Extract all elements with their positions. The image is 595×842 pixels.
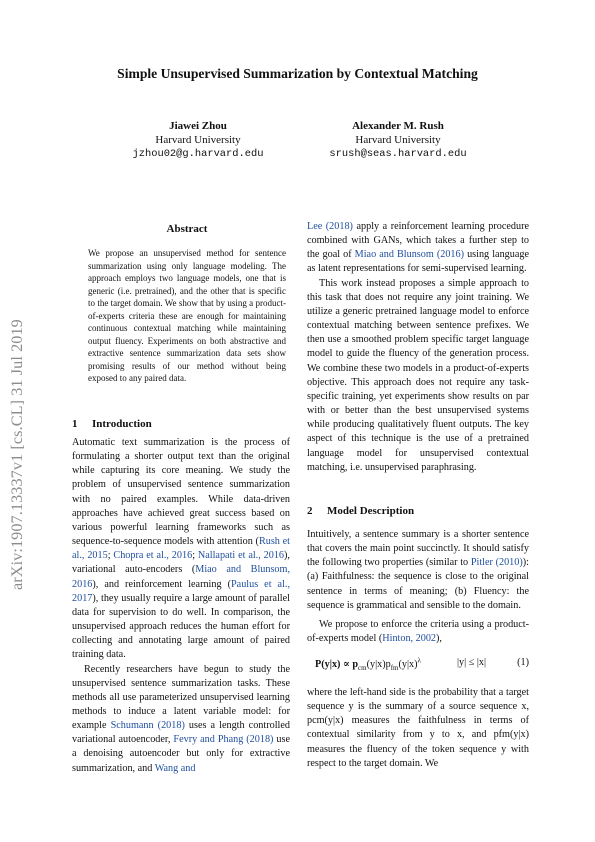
- equation-superscript: λ: [417, 657, 421, 665]
- model-paragraph-3: where the left-hand side is the probability that a target sequence y is the summary of a source sequence x, pcm(y|x) measures the faithfulness in terms of contextual similarity from y to x, and pfm(y|x) measures the fluency of the token sequence y with respect to the target domain. We: [307, 687, 529, 769]
- abstract-heading: Abstract: [166, 223, 208, 235]
- intro-paragraph-continued: [307, 220, 529, 277]
- citation-link[interactable]: Miao and Blunsom, 2016: [72, 564, 290, 590]
- equation-expression: [315, 657, 421, 673]
- text-run: ): (a) Faithfulness: the sequence is close to the original sentence in terms of meaning; (b) Fluency: the sequence is grammatical and sensible to the domain.: [307, 557, 529, 611]
- text-run: using language as latent representations for semi-supervised learning.: [307, 249, 529, 275]
- citation-link[interactable]: Pitler (2010): [470, 557, 523, 569]
- equation-subscript: cm: [358, 664, 367, 673]
- equation-condition: |y| ≤ |x|: [457, 657, 487, 668]
- section-number: 1: [72, 418, 78, 430]
- intro-paragraph-3: This work instead proposes a simple approach to this task that does not require any joint training. We utilize a generic pretrained language model to enforce contextual matching between sentence prefixes. We then use a smoothed problem specific target language model to guide the fluency of the generation process. We combine these two models in a product-of-experts objective. This approach does not require any task-specific training, yet experiments show results on par with or better than the best unsupervised systems while producing qualitatively fluent outputs. The key aspect of this technique is the use of a pretrained language model for unsupervised contextual matching, i.e. unsupervised paraphrasing.: [307, 277, 529, 473]
- abstract-text: We propose an unsupervised method for sentence summarization using only language modeling. The approach employs two language models, one that is generic (i.e. pretrained), and the other that is specific to the target domain. We show that by using a product-of-experts criteria these are enough for maintaining continuous contextual matching while maintaining output fluency. Experiments on both abstractive and extractive sentence summarization data sets show promising results of our method without being exposed to any paired data.: [88, 248, 286, 383]
- citation-link[interactable]: Schumann (2018): [110, 720, 185, 732]
- text-run: ), they usually require a large amount of parallel data for supervision to do well. In comparison, the unsupervised approach reduces the human effort for collecting and annotating large amount of paired training data.: [72, 592, 290, 661]
- text-run: apply a reinforcement learning procedure combined with GANs, which takes a further step to the goal of: [307, 221, 530, 261]
- section-title: Model Description: [327, 505, 415, 517]
- author-name: Alexander M. Rush: [352, 120, 444, 132]
- citation-link[interactable]: Miao and Blunsom (2016): [354, 249, 465, 261]
- paper-title: Simple Unsupervised Summarization by Contextual Matching: [117, 66, 478, 81]
- author-email: srush@seas.harvard.edu: [329, 148, 467, 161]
- arxiv-sidebar-stamp: arXiv:1907.13337v1 [cs.CL] 31 Jul 2019: [8, 319, 26, 590]
- text-run: uses a length controlled variational autoencoder,: [72, 720, 290, 746]
- text-run: ;: [192, 550, 198, 562]
- model-paragraph-1: [307, 528, 529, 613]
- text-run: Automatic text summarization is the process of formulating a shorter output text than the original while capturing its core meaning. We study the problem of unsupervised sentence summarization with no paired examples. While data-driven approaches have achieved great success based on various powerful learning frameworks such as sequence-to-sequence models with attention (: [72, 437, 290, 548]
- equation-number: (1): [517, 657, 529, 668]
- section-title: Introduction: [92, 418, 152, 430]
- equation-subscript: fm: [390, 664, 399, 673]
- text-run: use a denoising autoencoder but only for extractive summarization, and: [72, 734, 290, 774]
- author-name: Jiawei Zhou: [169, 120, 227, 132]
- equation-part: P(y|x) ∝ p: [315, 659, 359, 671]
- citation-link[interactable]: Chopra et al., 2016: [113, 550, 193, 562]
- text-run: ), variational auto-encoders (: [72, 550, 290, 576]
- section-heading-introduction: [72, 418, 152, 430]
- text-run: We propose to enforce the criteria using a product-of-experts model (: [307, 618, 529, 645]
- citation-link[interactable]: Nallapati et al., 2016: [197, 550, 285, 562]
- author-affiliation: Harvard University: [155, 134, 241, 147]
- equation-part: (y|x): [398, 659, 418, 671]
- intro-paragraph-2: [72, 663, 290, 776]
- citation-link[interactable]: Fevry and Phang (2018): [173, 734, 274, 746]
- text-run: ),: [436, 633, 442, 645]
- equation-part: (y|x)p: [366, 659, 391, 671]
- citation-link[interactable]: Rush et al., 2015: [72, 536, 290, 562]
- text-run: ;: [107, 550, 114, 562]
- model-paragraph-3-block: [307, 686, 529, 771]
- model-paragraph-2: [307, 618, 529, 646]
- citation-link[interactable]: Paulus et al., 2017: [72, 578, 290, 604]
- left-column-body: [72, 436, 290, 776]
- text-run: Recently researchers have begun to study the unsupervised sentence summarization tasks. These methods all use parameterized unsupervised learning methods to induce a latent variable model: for example: [72, 663, 290, 732]
- author-email: jzhou02@g.harvard.edu: [132, 148, 264, 161]
- intro-paragraph-1: [72, 436, 290, 663]
- model-description-body: [307, 528, 529, 646]
- text-run: Intuitively, a sentence summary is a shorter sentence that covers the main point succinctly. It should satisfy the following two properties (similar to: [307, 529, 529, 569]
- author-block-1: [88, 119, 308, 162]
- citation-link[interactable]: Wang and: [154, 762, 196, 774]
- text-run: ), and reinforcement learning (: [92, 578, 231, 590]
- citation-link[interactable]: Hinton, 2002: [382, 633, 437, 645]
- author-block-2: [288, 119, 508, 162]
- citation-link[interactable]: Lee (2018): [307, 221, 353, 232]
- section-number: 2: [307, 505, 313, 517]
- right-column-top: [307, 220, 529, 475]
- section-heading-model-description: [307, 505, 414, 517]
- equation-1: [307, 657, 529, 672]
- author-affiliation: Harvard University: [355, 134, 441, 147]
